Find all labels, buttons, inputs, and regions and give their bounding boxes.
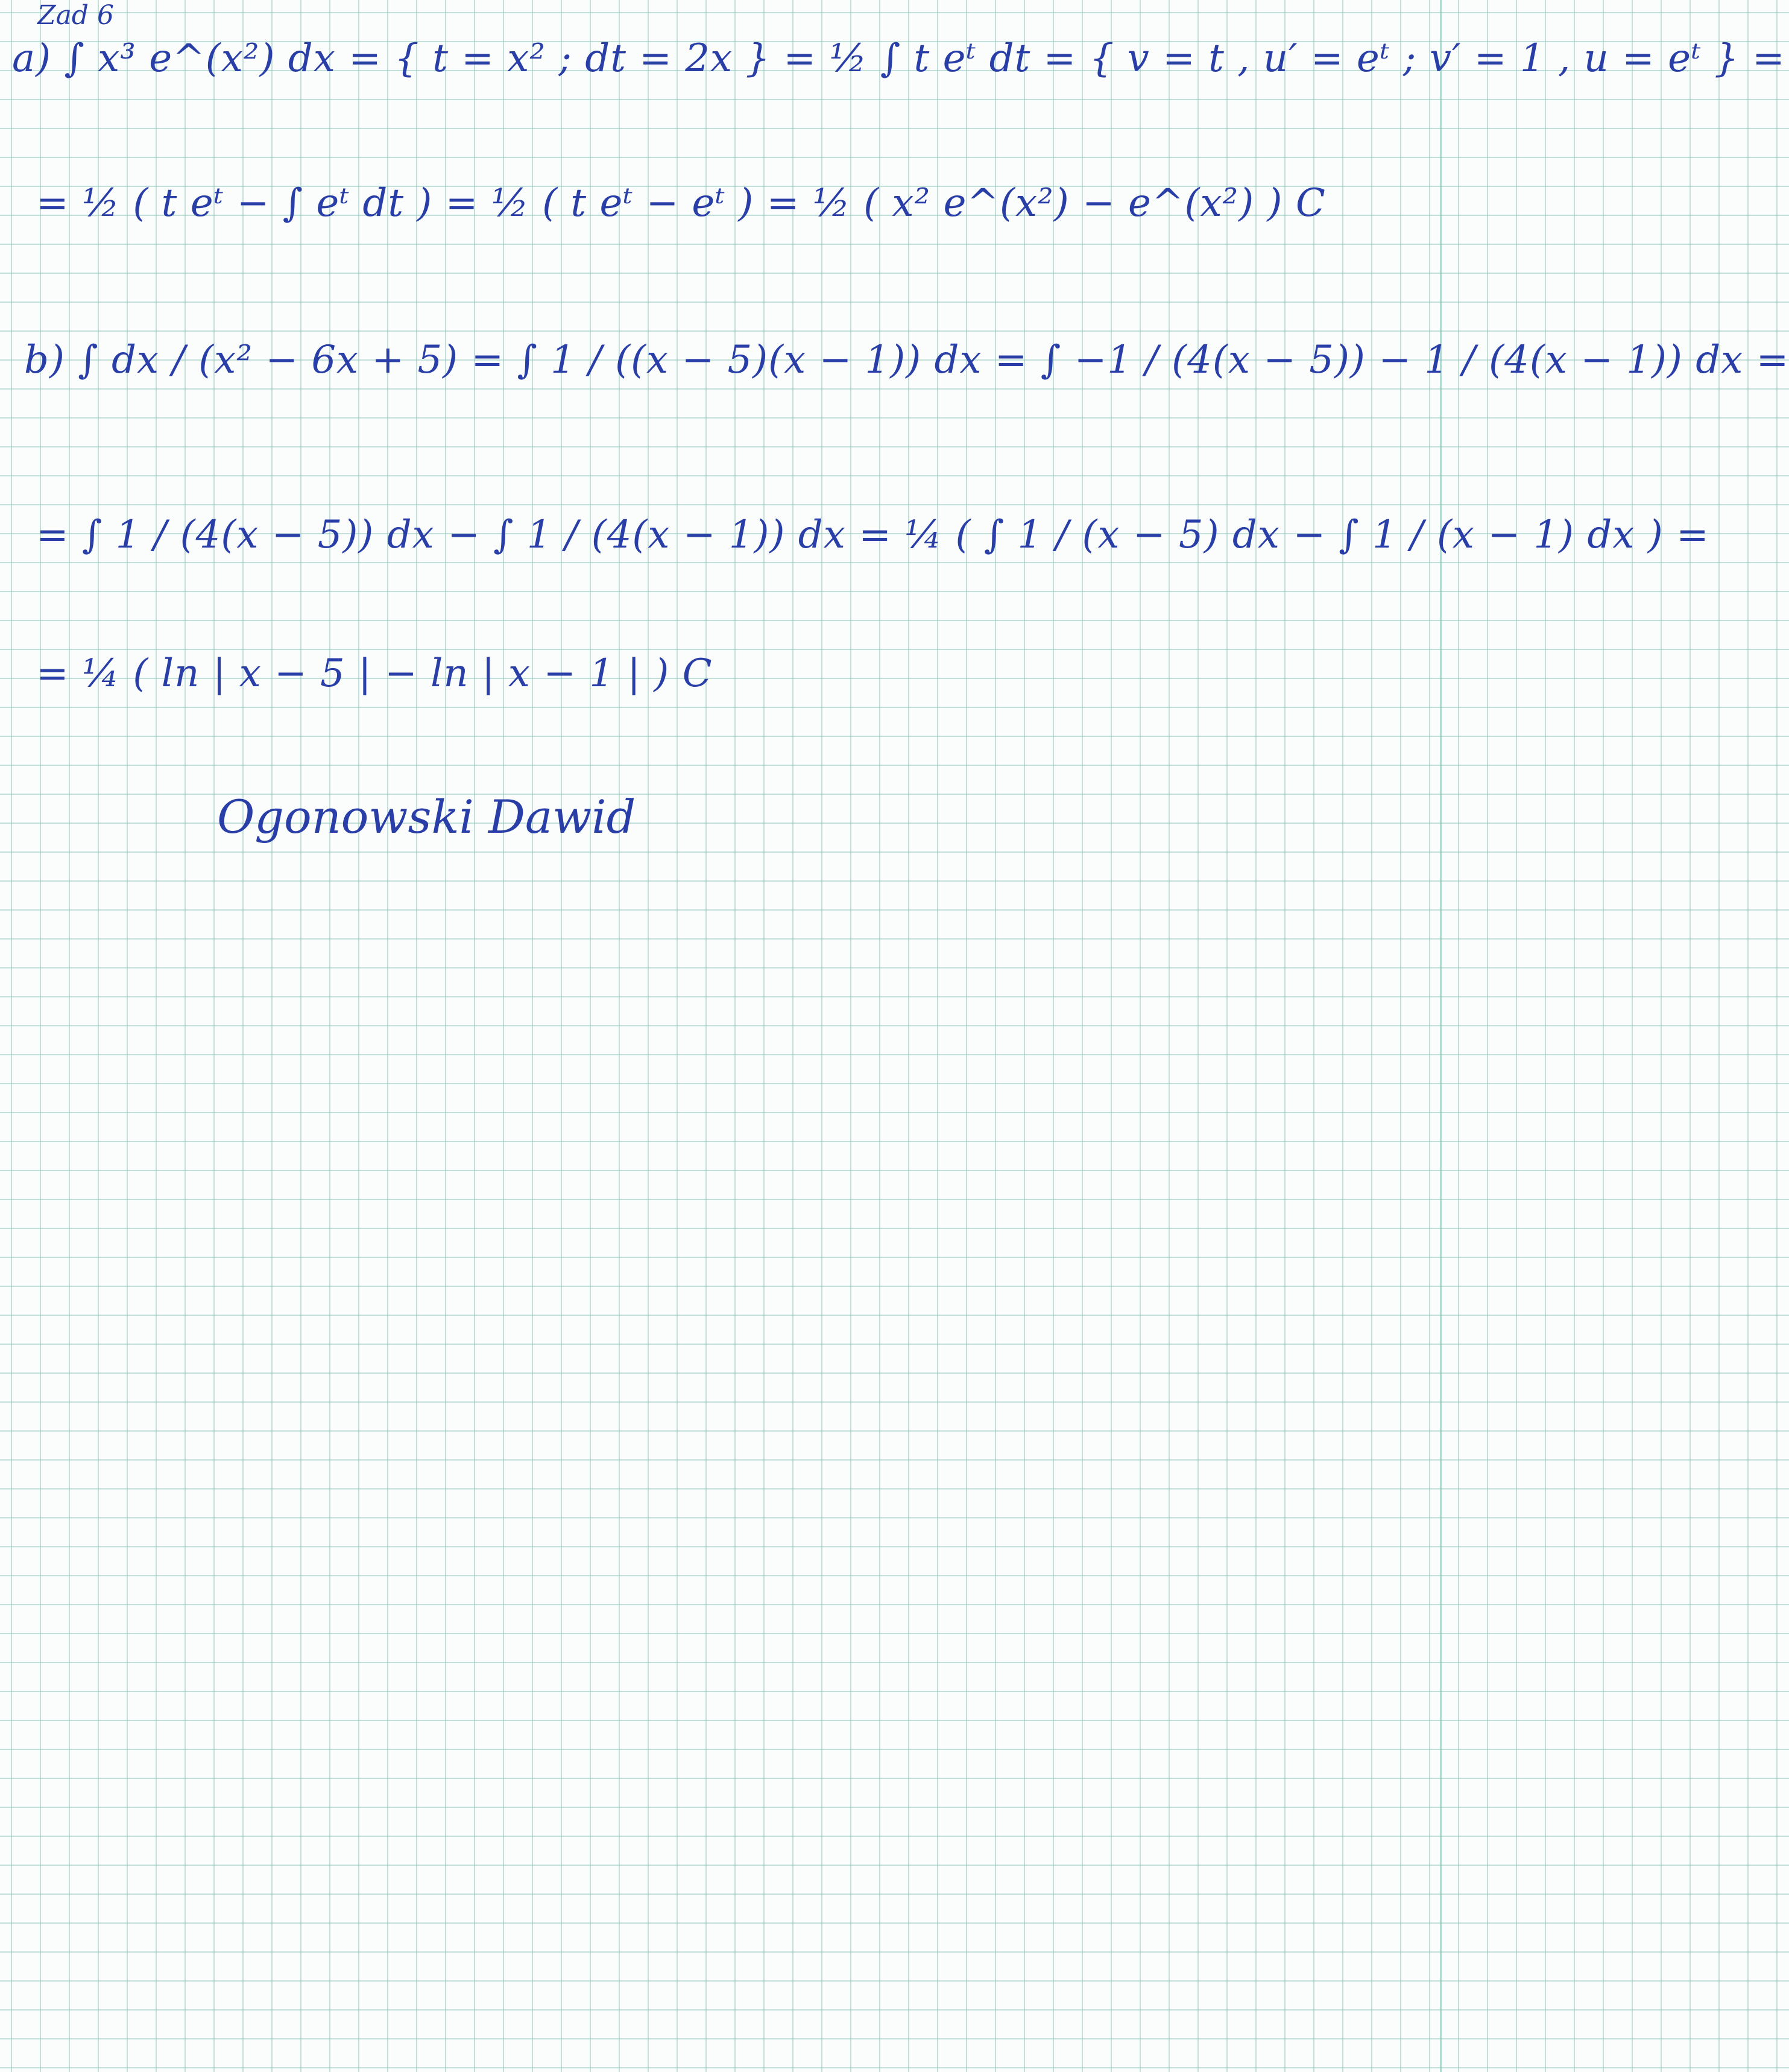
solution-b-line-1: b) ∫ dx / (x² − 6x + 5) = ∫ 1 / ((x − 5)(x − 1)) dx = ∫ −1 / (4(x − 5)) − 1 / (4(x − 1)) dx = — [24, 338, 1789, 382]
solution-a-line-2: = ½ ( t eᵗ − ∫ eᵗ dt ) = ½ ( t eᵗ − eᵗ ) = ½ ( x² e^(x²) − e^(x²) ) C — [36, 181, 1326, 226]
author-signature: Ogonowski Dawid — [217, 790, 636, 844]
solution-b-line-3: = ¼ ( ln | x − 5 | − ln | x − 1 | ) C — [36, 651, 713, 696]
solution-b-line-2: = ∫ 1 / (4(x − 5)) dx − ∫ 1 / (4(x − 1)) dx = ¼ ( ∫ 1 / (x − 5) dx − ∫ 1 / (x − 1) dx ) = — [36, 513, 1709, 557]
solution-a-line-1: a) ∫ x³ e^(x²) dx = { t = x² ; dt = 2x } = ½ ∫ t eᵗ dt = { v = t , u′ = eᵗ ; v′ = 1 , u = eᵗ } = — [12, 36, 1785, 81]
task-header: Zad 6 — [37, 0, 114, 31]
paper-margin-line — [1440, 0, 1442, 2072]
